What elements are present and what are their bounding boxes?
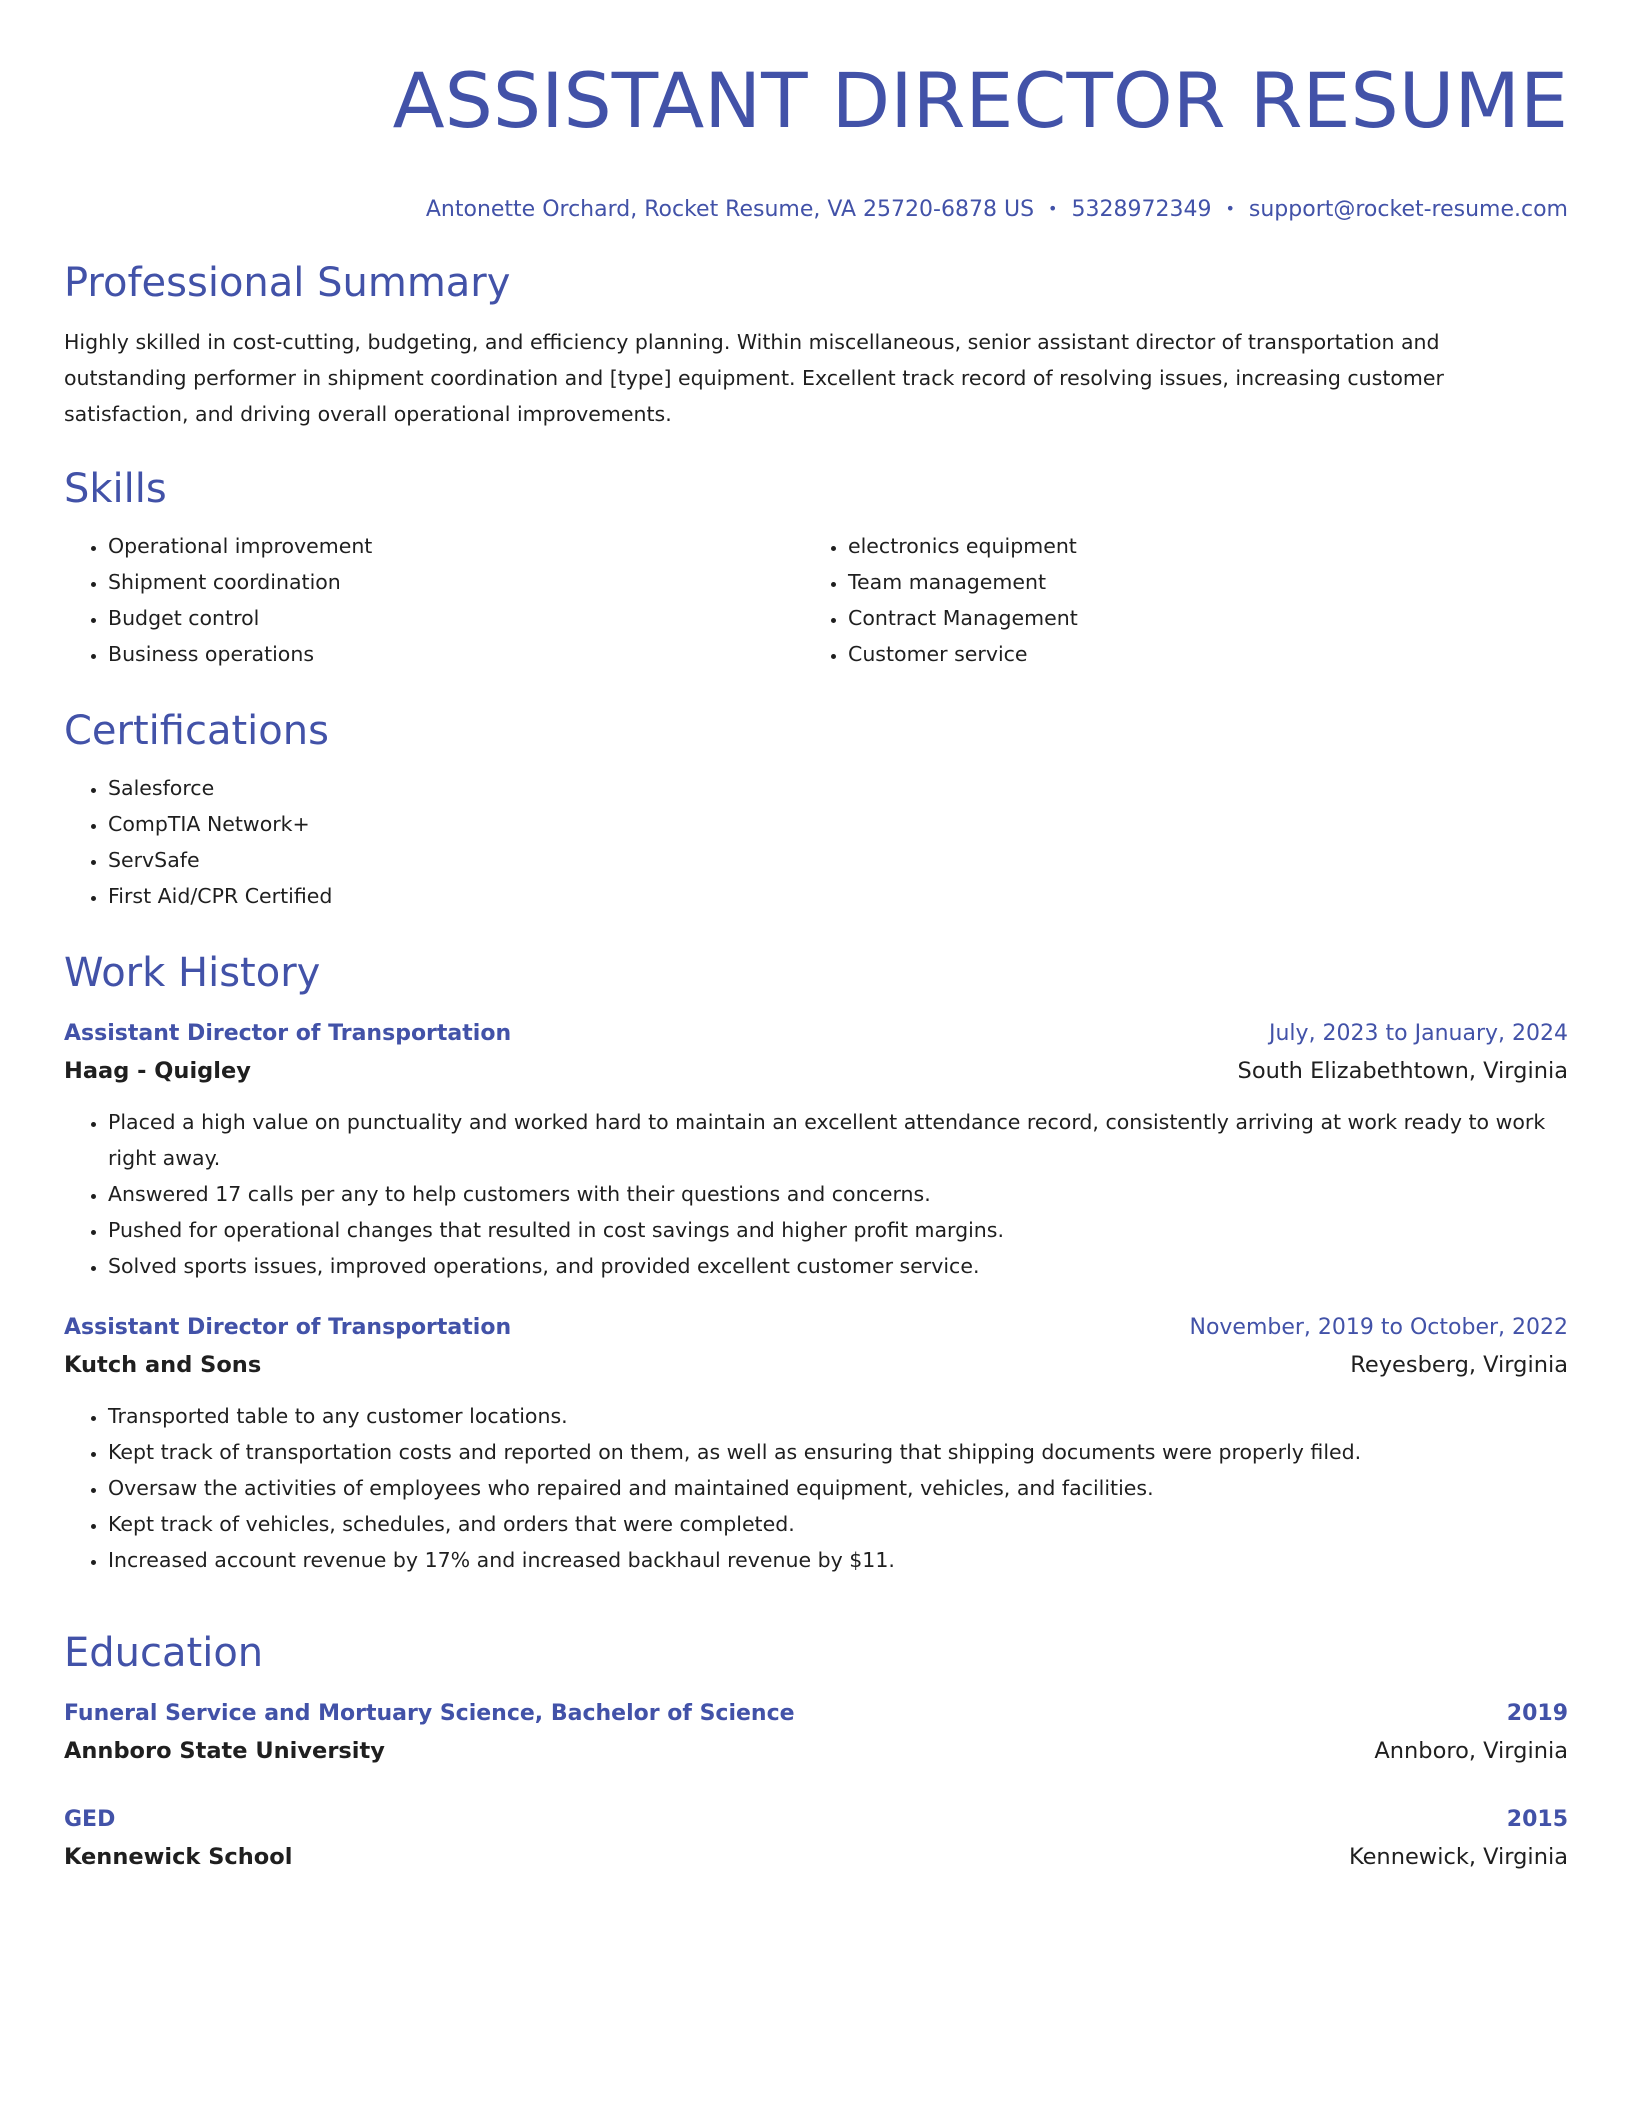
contact-phone: 5328972349 — [1071, 197, 1212, 222]
employer-name: Kutch and Sons — [64, 1352, 262, 1378]
job-entry — [64, 1310, 1568, 1578]
skill-item: • Shipment coordination — [108, 564, 804, 600]
skills-section — [64, 464, 1568, 672]
job-duty: • Oversaw the activities of employees who repaired and maintained equipment, vehicles, and facilities. — [108, 1470, 1568, 1506]
skill-item: • electronics equipment — [848, 528, 1544, 564]
contact-email: support@rocket-resume.com — [1248, 197, 1568, 222]
certification-item: • CompTIA Network+ — [108, 806, 1568, 842]
contact-line — [64, 194, 1568, 225]
job-dates: July, 2023 to January, 2024 — [1269, 1021, 1568, 1046]
graduation-year: 2019 — [1506, 1701, 1568, 1726]
contact-separator: • — [1048, 199, 1058, 218]
job-duty: • Transported table to any customer locations. — [108, 1398, 1568, 1434]
job-duties-list — [64, 1104, 1568, 1284]
job-duty: • Placed a high value on punctuality and worked hard to maintain an excellent attendance record, consistently arriving at work ready to work right away. — [108, 1104, 1568, 1176]
certifications-section — [64, 706, 1568, 914]
school-name: Annboro State University — [64, 1738, 385, 1764]
job-duties-list — [64, 1398, 1568, 1578]
skill-item: • Operational improvement — [108, 528, 804, 564]
job-title: Assistant Director of Transportation — [64, 1021, 512, 1046]
school-location: Kennewick, Virginia — [1348, 1844, 1568, 1870]
certification-item: • First Aid/CPR Certified — [108, 878, 1568, 914]
skill-item: • Team management — [848, 564, 1544, 600]
skills-column-left — [64, 514, 804, 672]
job-duty: • Kept track of vehicles, schedules, and orders that were completed. — [108, 1506, 1568, 1542]
skills-grid — [64, 514, 1568, 672]
degree-name: Funeral Service and Mortuary Science, Bachelor of Science — [64, 1701, 795, 1726]
summary-heading: Professional Summary — [64, 260, 511, 306]
school-location: Annboro, Virginia — [1374, 1738, 1568, 1764]
job-duty: • Answered 17 calls per any to help customers with their questions and concerns. — [108, 1176, 1568, 1212]
certifications-list — [64, 770, 1568, 914]
contact-separator: • — [1225, 199, 1235, 218]
certification-item: • Salesforce — [108, 770, 1568, 806]
school-name: Kennewick School — [64, 1844, 293, 1870]
skill-item: • Business operations — [108, 636, 804, 672]
job-location: Reyesberg, Virginia — [1350, 1352, 1568, 1378]
education-entry — [64, 1802, 1568, 1876]
job-location: South Elizabethtown, Virginia — [1237, 1058, 1568, 1084]
job-duty: • Solved sports issues, improved operations, and provided excellent customer service. — [108, 1248, 1568, 1284]
certification-item: • ServSafe — [108, 842, 1568, 878]
skill-item: • Customer service — [848, 636, 1544, 672]
summary-section — [64, 258, 1568, 432]
job-duty: • Pushed for operational changes that resulted in cost savings and higher profit margins. — [108, 1212, 1568, 1248]
skills-list-right — [804, 528, 1544, 672]
job-dates: November, 2019 to October, 2022 — [1189, 1315, 1568, 1340]
degree-name: GED — [64, 1807, 116, 1832]
education-entry — [64, 1696, 1568, 1770]
job-entry — [64, 1016, 1568, 1284]
certifications-heading: Certifications — [64, 708, 329, 754]
job-duty: • Kept track of transportation costs and reported on them, as well as ensuring that shipping documents were properly filed. — [108, 1434, 1568, 1470]
job-duty: • Increased account revenue by 17% and increased backhaul revenue by $11. — [108, 1542, 1568, 1578]
skill-item: • Contract Management — [848, 600, 1544, 636]
education-section — [64, 1628, 1568, 1876]
skills-heading: Skills — [64, 466, 167, 512]
contact-address: Antonette Orchard, Rocket Resume, VA 25720-6878 US — [425, 197, 1035, 222]
job-title: Assistant Director of Transportation — [64, 1315, 512, 1340]
work-history-heading: Work History — [64, 950, 321, 996]
skill-item: • Budget control — [108, 600, 804, 636]
employer-name: Haag - Quigley — [64, 1058, 251, 1084]
work-history-section — [64, 948, 1568, 1578]
skills-column-right — [804, 514, 1544, 672]
resume-title: ASSISTANT DIRECTOR RESUME — [392, 56, 1568, 145]
graduation-year: 2015 — [1506, 1807, 1568, 1832]
skills-list-left — [64, 528, 804, 672]
education-heading: Education — [64, 1630, 264, 1676]
summary-text: Highly skilled in cost-cutting, budgeting, and efficiency planning. Within miscellaneous, senior assistant director of transportation and outstanding performer in shipment coordination and [type] equipment. Excellent track record of resolving issues, increasing customer satisfaction, and driving overall operational improvements. — [64, 330, 1444, 426]
